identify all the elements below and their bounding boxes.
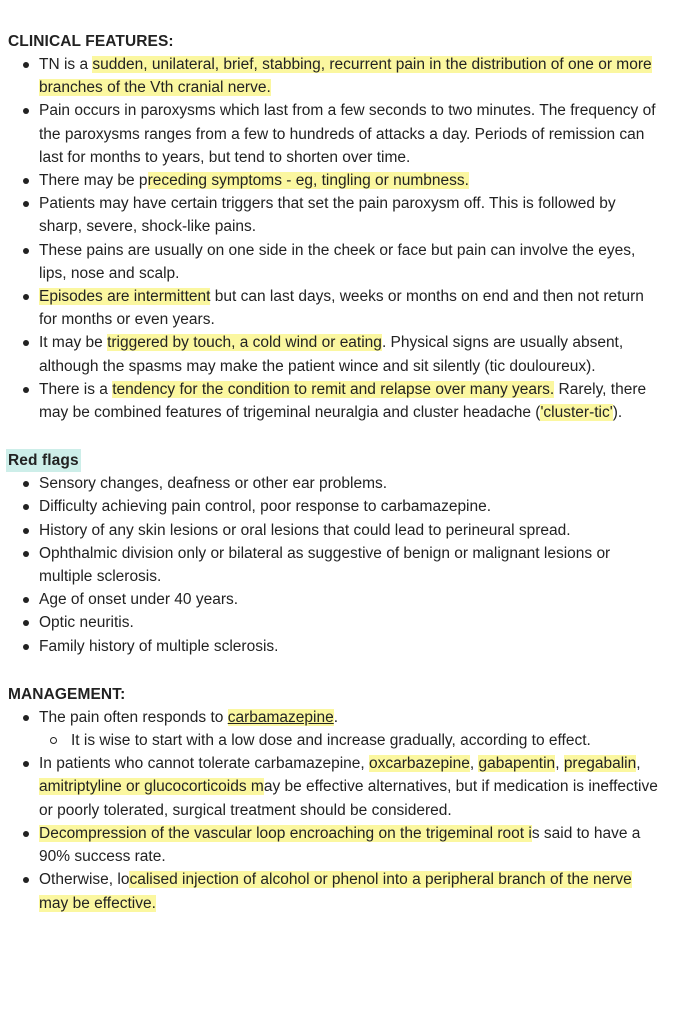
list-item: These pains are usually on one side in the cheek or face but pain can involve the eyes, lips, nose and scalp. <box>20 239 659 285</box>
sub-list <box>39 729 659 752</box>
list-item: Family history of multiple sclerosis. <box>20 635 659 658</box>
management-section <box>0 683 680 915</box>
list-item: Difficulty achieving pain control, poor response to carbamazepine. <box>20 495 659 518</box>
highlighted-text: amitriptyline or glucocorticoids m <box>39 778 264 796</box>
list-item: Age of onset under 40 years. <box>20 588 659 611</box>
list-item: Episodes are intermittent but can last days, weeks or months on end and then not return for months or even years. <box>20 285 659 331</box>
clinical-features-heading: CLINICAL FEATURES: <box>8 33 174 50</box>
list-item: TN is a sudden, unilateral, brief, stabbing, recurrent pain in the distribution of one or more branches of the Vth cranial nerve. <box>20 53 659 99</box>
list-item: History of any skin lesions or oral lesions that could lead to perineural spread. <box>20 519 659 542</box>
list-item: Otherwise, localised injection of alcohol or phenol into a peripheral branch of the nerve may be effective. <box>20 868 659 914</box>
highlighted-text: gabapentin <box>478 755 556 773</box>
list-item: There may be preceding symptoms - eg, tingling or numbness. <box>20 169 659 192</box>
red-flags-section <box>0 449 680 658</box>
highlighted-text: calised injection of alcohol or phenol into a peripheral branch of the nerve may be effective. <box>39 871 632 912</box>
list-item: Pain occurs in paroxysms which last from a few seconds to two minutes. The frequency of the paroxysms ranges from a few to hundreds of attacks a day. Periods of remission can last for months to years, but tend to shorten over time. <box>20 99 659 169</box>
list-item: Sensory changes, deafness or other ear problems. <box>20 472 659 495</box>
list-item: The pain often responds to carbamazepine. It is wise to start with a low dose and increase gradually, according to effect. <box>20 706 659 752</box>
sub-list-item: It is wise to start with a low dose and increase gradually, according to effect. <box>70 729 659 752</box>
highlighted-text: Episodes are intermittent <box>39 288 211 306</box>
list-item: In patients who cannot tolerate carbamazepine, oxcarbazepine, gabapentin, pregabalin, amitriptyline or glucocorticoids may be effective alternatives, but if medication is ineffective or poorly tolerated, surgical treatment should be considered. <box>20 752 659 822</box>
highlighted-text: tendency for the condition to remit and relapse over many years. <box>112 380 555 398</box>
highlighted-text: oxcarbazepine <box>369 755 470 773</box>
clinical-features-list <box>0 53 680 424</box>
highlighted-text: Decompression of the vascular loop encroaching on the trigeminal root i <box>39 824 532 842</box>
list-item: There is a tendency for the condition to remit and relapse over many years. Rarely, there may be combined features of trigeminal neuralgia and cluster headache ('cluster-tic'). <box>20 378 659 424</box>
red-flags-heading: Red flags <box>6 449 81 472</box>
list-item: Optic neuritis. <box>20 611 659 634</box>
list-item: Decompression of the vascular loop encroaching on the trigeminal root is said to have a 90% success rate. <box>20 822 659 868</box>
list-item: Patients may have certain triggers that set the pain paroxysm off. This is followed by sharp, severe, shock-like pains. <box>20 192 659 238</box>
clinical-features-section <box>0 30 680 424</box>
management-heading: MANAGEMENT: <box>8 685 126 703</box>
highlighted-text: sudden, unilateral, brief, stabbing, recurrent pain in the distribution of one or more branches of the Vth cranial nerve. <box>39 56 652 97</box>
highlighted-text: pregabalin <box>563 755 637 773</box>
list-item: It may be triggered by touch, a cold wind or eating. Physical signs are usually absent, although the spasms may make the patient wince and sit silently (tic douloureux). <box>20 331 659 377</box>
highlighted-text: carbamazepine <box>227 708 334 726</box>
highlighted-text: 'cluster-tic' <box>540 404 613 422</box>
management-list <box>0 706 680 915</box>
highlighted-text: receding symptoms - eg, tingling or numbness. <box>147 172 469 190</box>
list-item: Ophthalmic division only or bilateral as suggestive of benign or malignant lesions or multiple sclerosis. <box>20 542 659 588</box>
highlighted-text: triggered by touch, a cold wind or eating <box>107 334 382 352</box>
red-flags-list <box>0 472 680 658</box>
